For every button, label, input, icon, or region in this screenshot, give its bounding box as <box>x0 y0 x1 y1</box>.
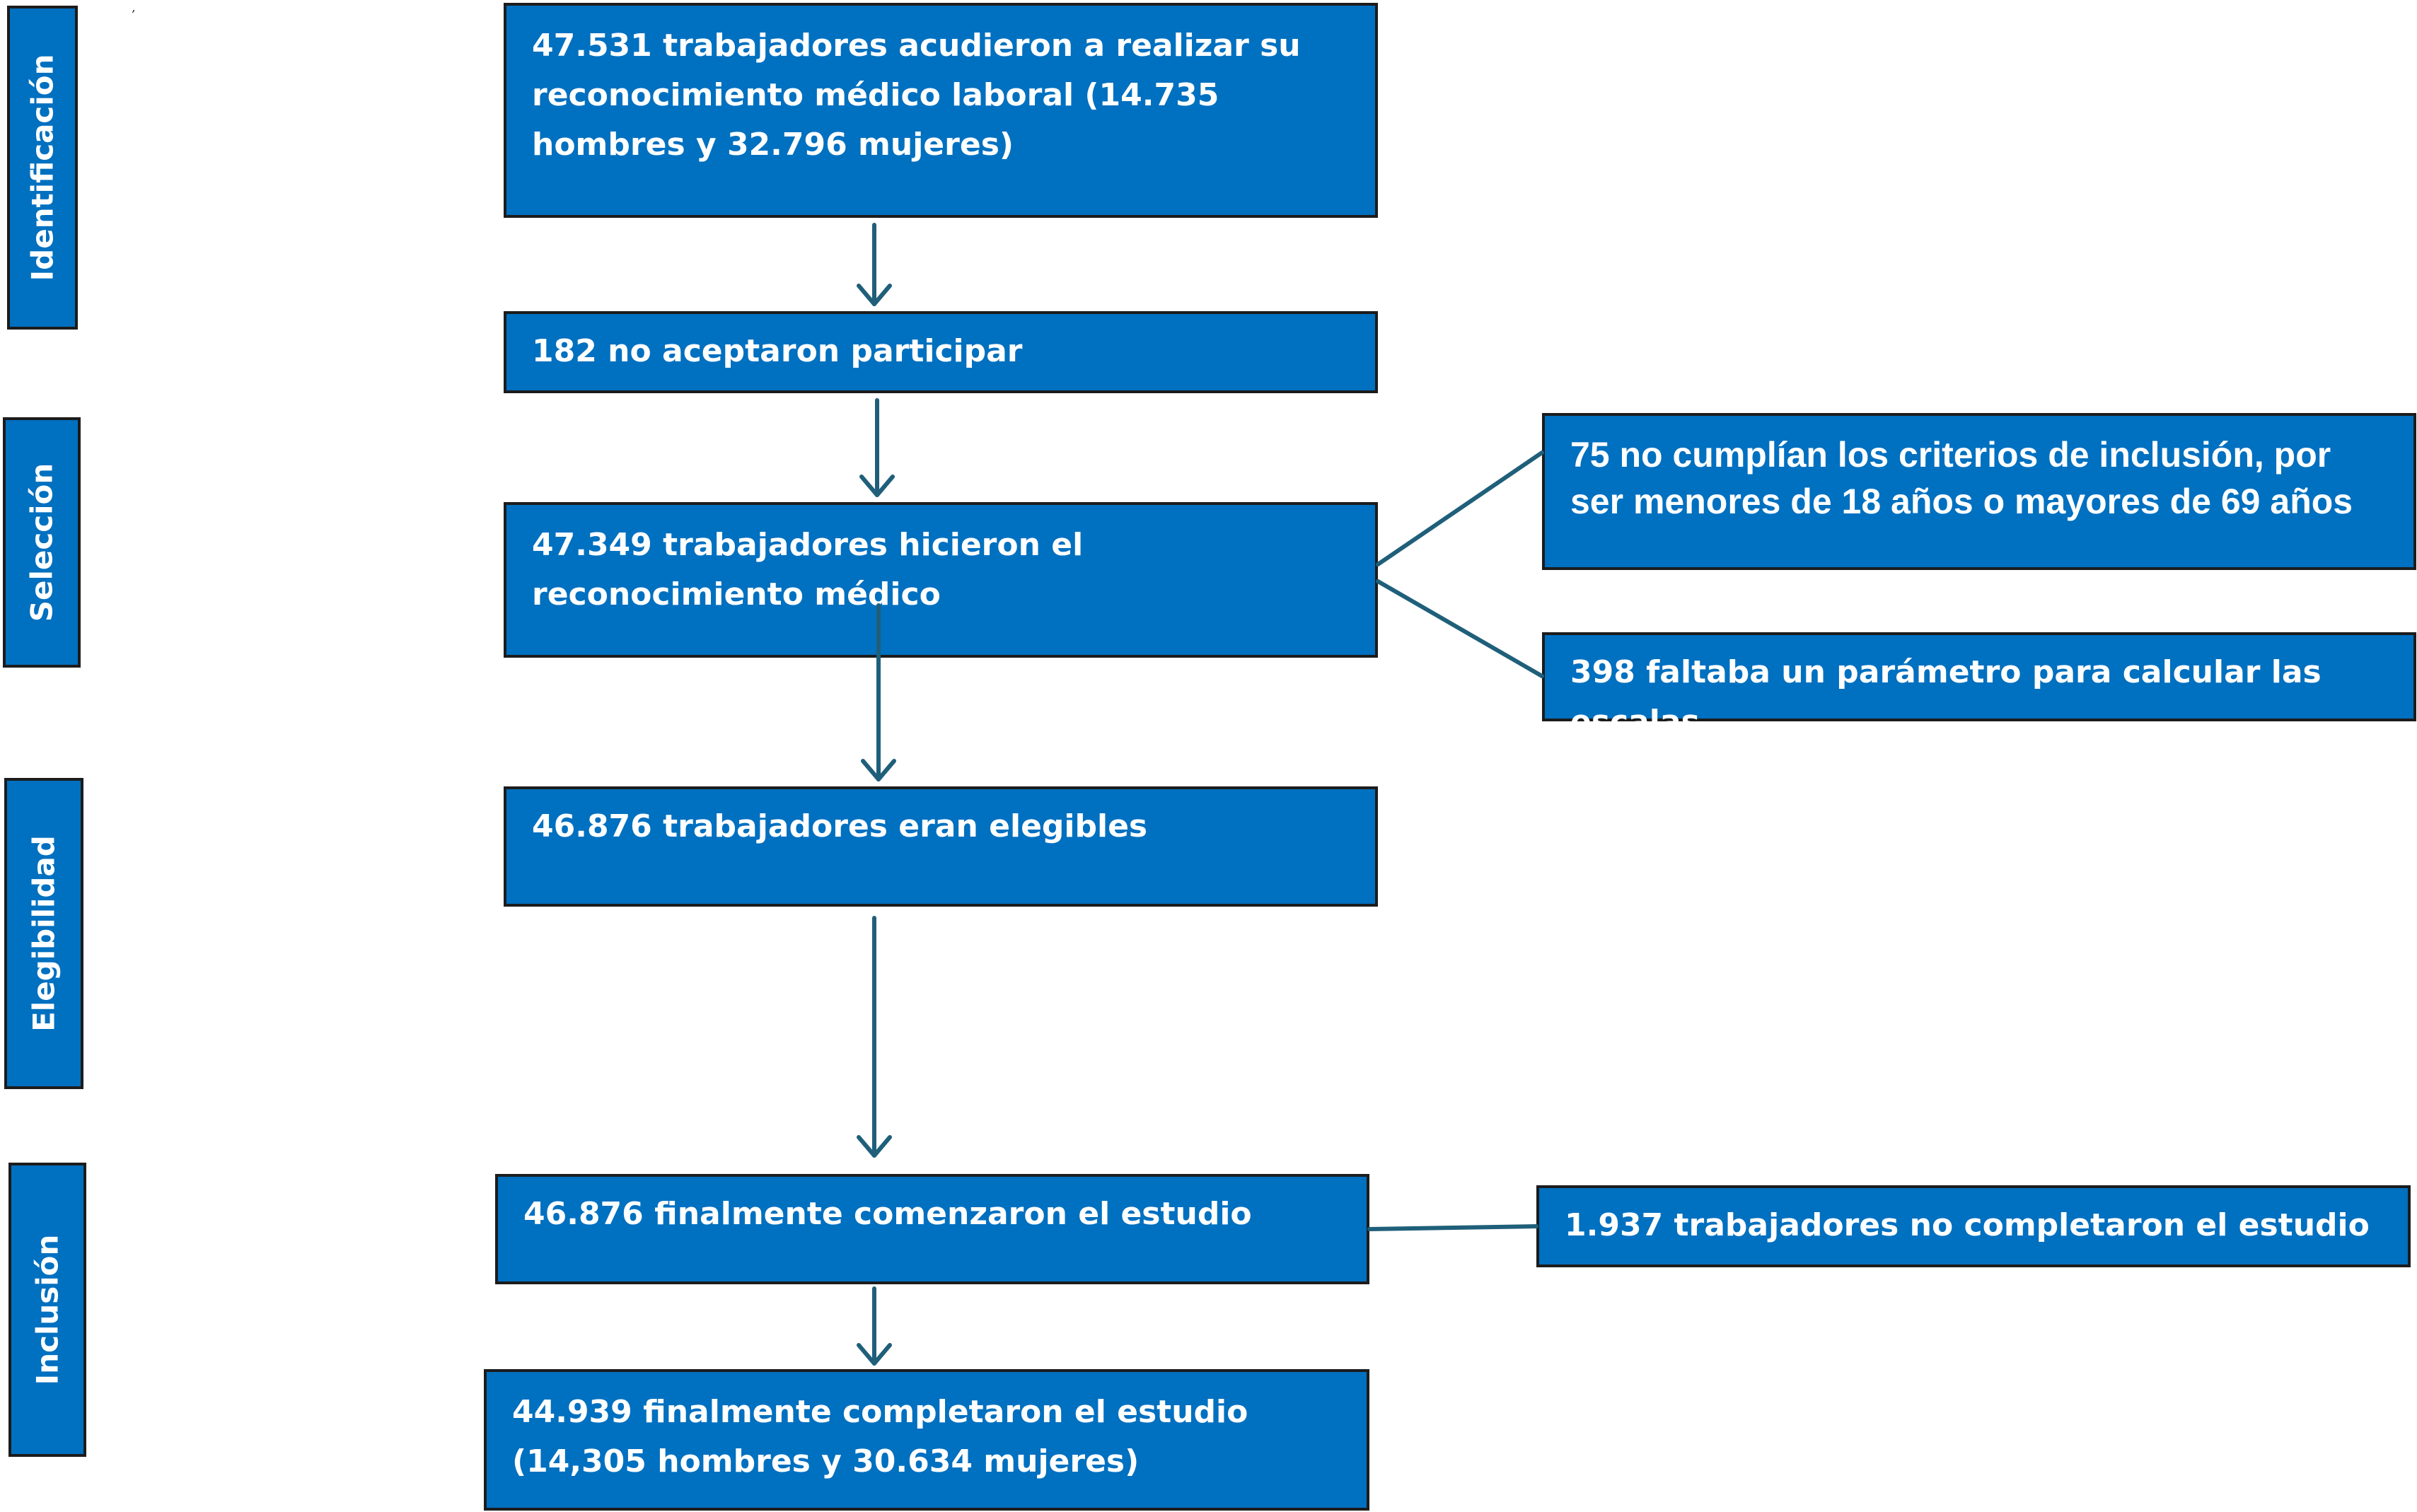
stage-elegibilidad-label: Elegibilidad <box>26 835 62 1032</box>
box-completed: 44.939 finalmente completaron el estudio (14,305 hombres y 30.634 mujeres) <box>484 1369 1369 1511</box>
connector-examined-to-excluded-missing <box>1378 581 1542 676</box>
stage-elegibilidad <box>4 778 83 1089</box>
box-started: 46.876 finalmente comenzaron el estudio <box>495 1174 1369 1284</box>
arrowhead-identified-to-declined <box>859 286 890 304</box>
stage-inclusion-label: Inclusión <box>30 1234 65 1385</box>
corner-mark: , <box>132 0 136 15</box>
stage-seleccion-label: Selección <box>24 463 59 622</box>
stage-inclusion <box>8 1163 86 1457</box>
box-declined: 182 no aceptaron participar <box>504 311 1378 393</box>
arrowhead-started-to-completed <box>859 1345 890 1363</box>
box-not-completed: 1.937 trabajadores no completaron el estudio <box>1536 1185 2411 1267</box>
stage-identificacion-label: Identificación <box>25 54 60 281</box>
arrowhead-examined-to-eligible <box>863 761 894 779</box>
box-excluded-missing: 398 faltaba un parámetro para calcular las escalas <box>1542 632 2416 721</box>
arrowhead-eligible-to-started <box>859 1137 890 1156</box>
connector-examined-to-excluded-age <box>1378 453 1542 564</box>
box-identified: 47.531 trabajadores acudieron a realizar su reconocimiento médico laboral (14.735 hombres y 32.796 mujeres) <box>504 3 1378 218</box>
stage-identificacion <box>7 6 78 330</box>
arrowhead-declined-to-examined <box>862 477 893 495</box>
box-excluded-age: 75 no cumplían los criterios de inclusión, por ser menores de 18 años o mayores de 69 años <box>1542 413 2416 570</box>
box-eligible: 46.876 trabajadores eran elegibles <box>504 786 1378 907</box>
stage-seleccion <box>3 417 81 668</box>
connector-started-to-not-completed <box>1369 1226 1536 1229</box>
box-examined: 47.349 trabajadores hicieron el reconocimiento médico <box>504 502 1378 658</box>
